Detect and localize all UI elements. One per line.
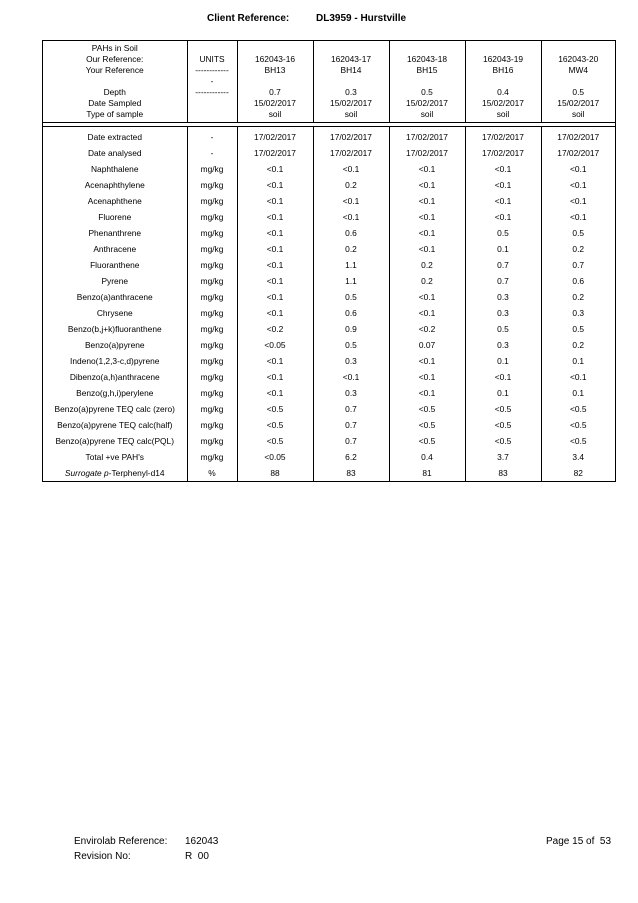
analyte-value: <0.5 [389,417,465,433]
analyte-name: Anthracene [93,244,137,254]
analyte-units: mg/kg [187,353,237,369]
date-sampled-cell: 15/02/2017 [313,98,389,109]
analyte-value: <0.1 [237,193,313,209]
analyte-name: Benzo(a)pyrene TEQ calc(PQL) [55,436,175,446]
analyte-value: 0.6 [313,305,389,321]
analyte-value: <0.5 [541,433,615,449]
analyte-value: 0.07 [389,337,465,353]
analyte-value: <0.1 [389,241,465,257]
analyte-value: <0.1 [237,369,313,385]
analyte-value: <0.5 [389,433,465,449]
analyte-value: 0.3 [541,305,615,321]
analyte-row [43,385,615,401]
analyte-value: <0.1 [237,225,313,241]
type-of-sample-row [43,109,615,122]
analyte-value: 17/02/2017 [389,145,465,161]
analyte-units: mg/kg [187,177,237,193]
sample-type-cell: soil [313,109,389,122]
analyte-name: Total +ve PAH's [85,452,144,462]
surrogate-value: 83 [465,465,541,481]
analyte-value: 0.3 [313,385,389,401]
our-reference-row [43,54,615,65]
analyte-value: <0.5 [237,401,313,417]
analyte-value: <0.1 [237,209,313,225]
analyte-row [43,177,615,193]
surrogate-value: 88 [237,465,313,481]
date-sampled-cell: 15/02/2017 [541,98,615,109]
analyte-name: Pyrene [101,276,129,286]
analyte-row [43,321,615,337]
your-reference-row [43,65,615,76]
analyte-value: <0.05 [237,337,313,353]
analyte-value: 0.2 [541,289,615,305]
analyte-units: mg/kg [187,273,237,289]
analyte-value: <0.1 [313,209,389,225]
sample-header-table [43,41,615,122]
units-dashes: ------------ [187,65,237,76]
analyte-value: 0.2 [541,337,615,353]
client-reference-label: Client Reference: [207,13,290,24]
analyte-value: 0.1 [465,241,541,257]
depth-row [43,87,615,98]
analyte-units: mg/kg [187,369,237,385]
date-sampled-cell: 15/02/2017 [465,98,541,109]
analyte-row [43,369,615,385]
our-ref-cell: 162043-20 [541,54,615,65]
your-ref-cell: BH13 [237,65,313,76]
analyte-value: 0.2 [541,241,615,257]
date-sampled-row [43,98,615,109]
analyte-value: <0.5 [237,417,313,433]
analyte-name: Dibenzo(a,h)anthracene [69,372,160,382]
your-ref-cell: BH14 [313,65,389,76]
analyte-value: <0.1 [237,161,313,177]
your-ref-cell: MW4 [541,65,615,76]
surrogate-italic-p: p [104,468,109,478]
analyte-value: 0.1 [465,353,541,369]
analyte-name: Benzo(a)pyrene TEQ calc (zero) [54,404,175,414]
analyte-value: <0.1 [389,209,465,225]
analyte-value: <0.1 [541,177,615,193]
analyte-value: <0.1 [389,177,465,193]
analyte-name: Fluoranthene [90,260,140,270]
analyte-value: <0.1 [389,305,465,321]
analyte-name: Chrysene [96,308,133,318]
analyte-row [43,417,615,433]
analyte-value: <0.2 [237,321,313,337]
analyte-value: <0.1 [237,305,313,321]
sample-type-cell: soil [237,109,313,122]
analyte-value: 17/02/2017 [389,127,465,145]
analyte-value: <0.1 [389,193,465,209]
analyte-units: mg/kg [187,417,237,433]
analyte-value: 17/02/2017 [541,145,615,161]
pah-results-table [42,40,616,482]
analyte-value: 0.3 [465,289,541,305]
analyte-value: 0.7 [541,257,615,273]
envirolab-reference-value: 162043 [185,836,219,847]
analyte-name: Date analysed [87,148,142,158]
analyte-value: <0.5 [465,401,541,417]
surrogate-value: 83 [313,465,389,481]
analyte-value: <0.1 [389,225,465,241]
analyte-row [43,161,615,177]
analyte-value: 0.9 [313,321,389,337]
our-ref-cell: 162043-16 [237,54,313,65]
analyte-value: 0.7 [465,257,541,273]
depth-cell: 0.5 [541,87,615,98]
analyte-value: 0.7 [313,401,389,417]
dash-row [43,76,615,87]
analyte-value: <0.1 [465,177,541,193]
analyte-value: 0.1 [465,385,541,401]
analyte-name: Benzo(a)pyrene [84,340,145,350]
analyte-row [43,127,615,145]
analyte-value: <0.1 [237,289,313,305]
analyte-value: 0.7 [465,273,541,289]
analyte-value: 0.5 [465,321,541,337]
analyte-value: <0.1 [237,353,313,369]
analyte-units: mg/kg [187,209,237,225]
analyte-value: 0.2 [313,241,389,257]
analyte-value: 0.6 [541,273,615,289]
analyte-value: 0.7 [313,417,389,433]
units-dash-single: - [187,76,237,87]
analyte-value: 17/02/2017 [237,127,313,145]
analyte-name: Phenanthrene [88,228,142,238]
analyte-row [43,353,615,369]
analyte-value: 0.6 [313,225,389,241]
analyte-value: 17/02/2017 [313,127,389,145]
analyte-data-table [43,127,615,481]
analyte-value: <0.1 [237,257,313,273]
analyte-value: 0.3 [313,353,389,369]
section-title-row [43,41,615,54]
analyte-value: 17/02/2017 [237,145,313,161]
analyte-value: 17/02/2017 [541,127,615,145]
analyte-row [43,433,615,449]
analyte-value: 0.3 [465,337,541,353]
analyte-units: mg/kg [187,321,237,337]
sample-type-cell: soil [389,109,465,122]
analyte-units: - [187,145,237,161]
analyte-name: Benzo(b,j+k)fluoranthene [67,324,162,334]
analyte-value: <0.5 [389,401,465,417]
analyte-value: <0.1 [237,241,313,257]
units-dashes: ------------ [187,87,237,98]
analyte-value: 0.5 [541,225,615,241]
analyte-units: mg/kg [187,193,237,209]
analyte-name: Indeno(1,2,3-c,d)pyrene [70,356,160,366]
sample-type-cell: soil [465,109,541,122]
sample-type-cell: soil [541,109,615,122]
analyte-value: <0.1 [313,193,389,209]
analyte-value: <0.5 [465,417,541,433]
analyte-value: 6.2 [313,449,389,465]
client-reference-value: DL3959 - Hurstville [316,13,407,24]
analyte-value: <0.1 [389,353,465,369]
our-reference-label: Our Reference: [86,54,144,64]
analyte-value: <0.1 [389,161,465,177]
analyte-value: <0.1 [313,369,389,385]
analyte-name: Naphthalene [91,164,139,174]
analyte-value: 3.7 [465,449,541,465]
analyte-units: mg/kg [187,257,237,273]
analyte-value: 0.2 [389,273,465,289]
analyte-value: 17/02/2017 [465,127,541,145]
analyte-value: 0.5 [465,225,541,241]
analyte-value: 0.5 [313,337,389,353]
analyte-value: <0.1 [389,289,465,305]
analyte-value: <0.1 [541,209,615,225]
envirolab-reference-label: Envirolab Reference: [74,836,168,847]
analyte-value: <0.2 [389,321,465,337]
analyte-units: mg/kg [187,241,237,257]
surrogate-prefix: Surrogate [64,468,105,478]
date-sampled-cell: 15/02/2017 [237,98,313,109]
depth-cell: 0.7 [237,87,313,98]
analyte-value: <0.1 [465,161,541,177]
analyte-value: 17/02/2017 [313,145,389,161]
analyte-row [43,193,615,209]
analyte-value: 0.2 [313,177,389,193]
analyte-units: mg/kg [187,449,237,465]
date-sampled-label: Date Sampled [88,98,142,108]
analyte-row [43,209,615,225]
analyte-value: <0.1 [389,369,465,385]
depth-label: Depth [103,87,126,97]
analyte-value: 1.1 [313,273,389,289]
analyte-row [43,337,615,353]
analyte-value: <0.1 [237,385,313,401]
analyte-row [43,225,615,241]
analyte-value: 0.3 [465,305,541,321]
analyte-value: 0.7 [313,433,389,449]
analyte-units: mg/kg [187,401,237,417]
analyte-row [43,289,615,305]
surrogate-value: 82 [541,465,615,481]
analyte-value: <0.05 [237,449,313,465]
analyte-name: Date extracted [87,132,142,142]
analyte-value: <0.1 [465,369,541,385]
analyte-value: <0.1 [237,177,313,193]
surrogate-row [43,465,615,481]
surrogate-units: % [187,465,237,481]
analyte-name: Benzo(g,h,i)perylene [76,388,154,398]
your-ref-cell: BH15 [389,65,465,76]
analyte-row [43,145,615,161]
depth-cell: 0.5 [389,87,465,98]
revision-value: R 00 [185,851,209,862]
analyte-row [43,449,615,465]
depth-cell: 0.4 [465,87,541,98]
units-label: UNITS [187,54,237,65]
analyte-value: 0.5 [541,321,615,337]
revision-label: Revision No: [74,851,131,862]
analyte-row [43,257,615,273]
surrogate-suffix: -Terphenyl-d14 [108,468,165,478]
analyte-row [43,241,615,257]
analyte-name: Fluorene [98,212,132,222]
analyte-units: mg/kg [187,161,237,177]
analyte-value: <0.1 [541,161,615,177]
page-number: Page 15 of 53 [546,836,612,847]
analyte-units: - [187,127,237,145]
analyte-value: 17/02/2017 [465,145,541,161]
analyte-value: <0.5 [541,417,615,433]
analyte-value: 0.4 [389,449,465,465]
your-ref-cell: BH16 [465,65,541,76]
surrogate-value: 81 [389,465,465,481]
date-sampled-cell: 15/02/2017 [389,98,465,109]
analyte-name: Acenaphthylene [84,180,145,190]
analyte-units: mg/kg [187,289,237,305]
depth-cell: 0.3 [313,87,389,98]
our-ref-cell: 162043-19 [465,54,541,65]
analyte-name: Acenaphthene [87,196,142,206]
analyte-value: <0.5 [465,433,541,449]
analyte-units: mg/kg [187,337,237,353]
analyte-units: mg/kg [187,385,237,401]
analyte-value: 0.1 [541,353,615,369]
analyte-value: 1.1 [313,257,389,273]
analyte-value: 3.4 [541,449,615,465]
analyte-units: mg/kg [187,225,237,241]
your-reference-label: Your Reference [85,65,144,75]
analyte-value: <0.1 [541,193,615,209]
analyte-row [43,273,615,289]
analyte-name: Benzo(a)anthracene [76,292,153,302]
analyte-value: <0.5 [541,401,615,417]
analyte-value: <0.1 [541,369,615,385]
analyte-value: 0.1 [541,385,615,401]
our-ref-cell: 162043-17 [313,54,389,65]
analyte-value: <0.1 [465,209,541,225]
analyte-value: <0.5 [237,433,313,449]
analyte-units: mg/kg [187,305,237,321]
our-ref-cell: 162043-18 [389,54,465,65]
analyte-units: mg/kg [187,433,237,449]
analyte-value: <0.1 [389,385,465,401]
analyte-row [43,401,615,417]
analyte-value: <0.1 [237,273,313,289]
type-of-sample-label: Type of sample [86,109,144,119]
analyte-name: Benzo(a)pyrene TEQ calc(half) [57,420,173,430]
analyte-value: <0.1 [465,193,541,209]
analyte-value: 0.2 [389,257,465,273]
analyte-value: <0.1 [313,161,389,177]
section-title: PAHs in Soil [91,43,138,53]
analyte-value: 0.5 [313,289,389,305]
analyte-row [43,305,615,321]
surrogate-name [43,465,187,481]
